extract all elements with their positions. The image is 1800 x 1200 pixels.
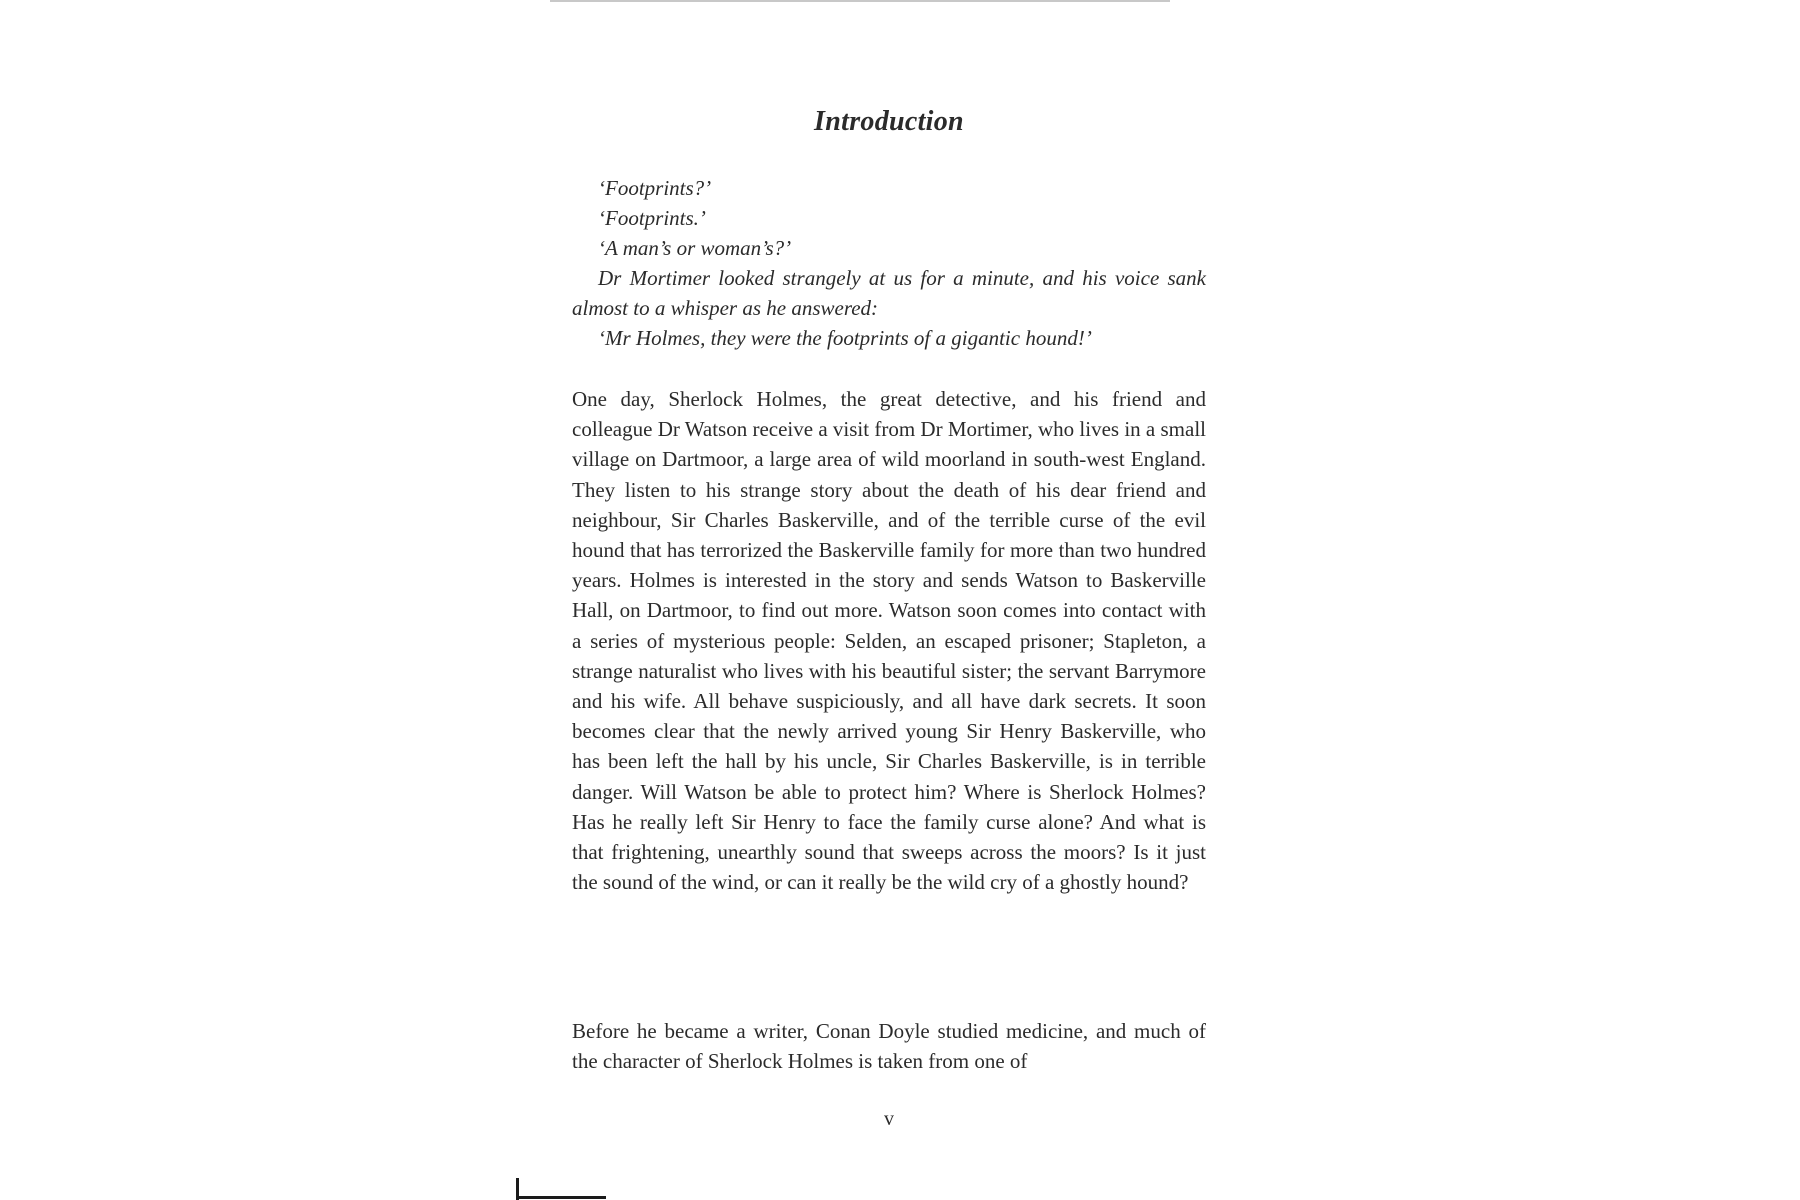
page-number: v xyxy=(884,1108,894,1130)
chapter-title: Introduction xyxy=(814,106,964,137)
body-paragraph: Before he became a writer, Conan Doyle studied medicine, and much of the character of Sherlock Holmes is taken from one of xyxy=(572,1019,1206,1074)
page-top-edge xyxy=(550,0,1170,2)
epigraph-line: Dr Mortimer looked strangely at us for a minute, and his voice sank almost to a whisper as he answered: xyxy=(572,266,1206,320)
epigraph-line: ‘Mr Holmes, they were the footprints of a gigantic hound!’ xyxy=(598,326,1092,350)
page-corner-mark xyxy=(516,1196,606,1199)
epigraph xyxy=(572,173,1206,353)
epigraph-line: ‘Footprints?’ xyxy=(598,176,712,200)
body-paragraph: One day, Sherlock Holmes, the great detective, and his friend and colleague Dr Watson receive a visit from Dr Mortimer, who lives in a small village on Dartmoor, a large area of wild moorland in south-west England. They listen to his strange story about the death of his dear friend and neighbour, Sir Charles Baskerville, and of the terrible curse of the evil hound that has terrorized the Baskerville family for more than two hundred years. Holmes is interested in the story and sends Watson to Baskerville Hall, on Dartmoor, to find out more. Watson soon comes into contact with a series of mysterious people: Selden, an escaped prisoner; Stapleton, a strange naturalist who lives with his beautiful sister; the servant Barrymore and his wife. All behave suspiciously, and all have dark secrets. It soon becomes clear that the newly arrived young Sir Henry Baskerville, who has been left the hall by his uncle, Sir Charles Baskerville, is in terrible danger. Will Watson be able to protect him? Where is Sherlock Holmes? Has he really left Sir Henry to face the family curse alone? And what is that frightening, unearthly sound that sweeps across the moors? Is it just the sound of the wind, or can it really be the wild cry of a ghostly hound? xyxy=(572,387,1206,895)
epigraph-line: ‘Footprints.’ xyxy=(598,206,706,230)
epigraph-line: ‘A man’s or woman’s?’ xyxy=(598,236,792,260)
